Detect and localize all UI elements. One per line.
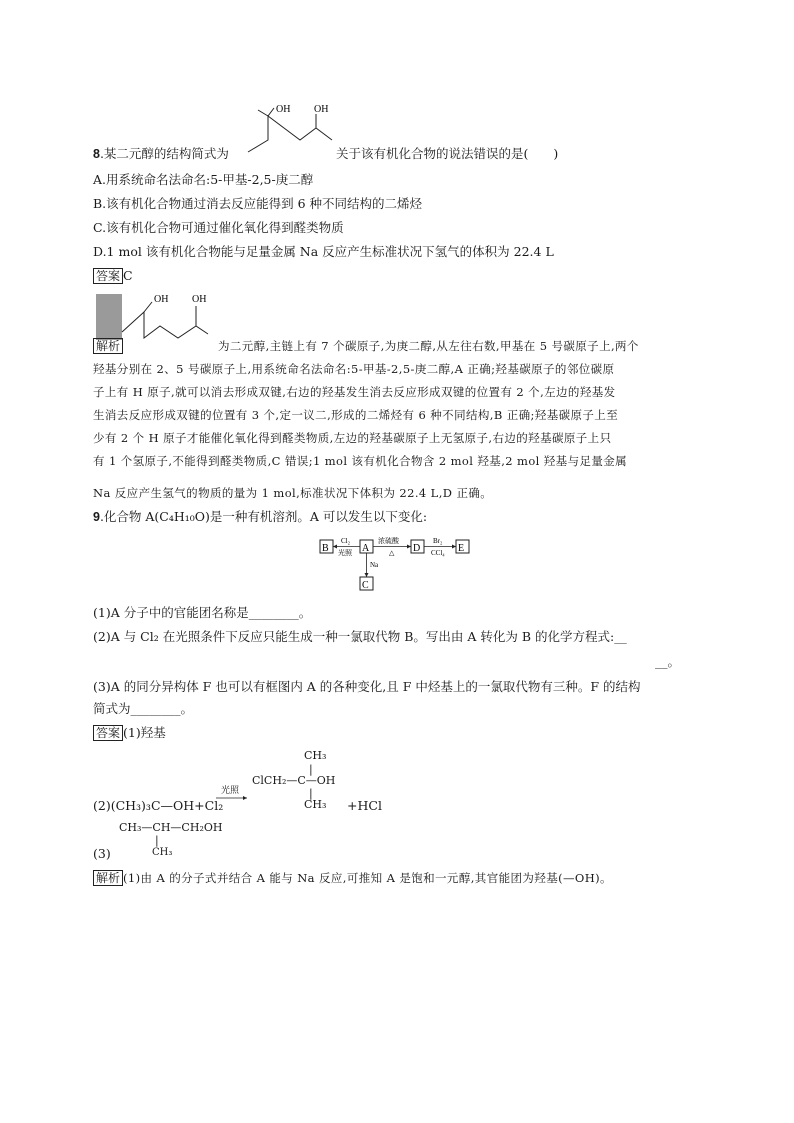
q9-ans2-ch3-bottom: CH₃ [304, 798, 327, 811]
q9-answer [93, 725, 166, 741]
q9-ans2-product: ClCH₂—C—OH [252, 774, 336, 787]
q8-option-a: A.用系统命名法命名:5-甲基-2,5-庚二醇 [93, 172, 314, 187]
q9-ans3-main: CH₃—CH—CH₂OH [119, 821, 223, 834]
q8-analysis-line-1: 羟基分别在 2、5 号碳原子上,用系统命名法命名:5-甲基-2,5-庚二醇,A 正确;羟基碳原子的邻位碳原 [93, 362, 615, 376]
q8-structure [244, 96, 344, 156]
q8-option-d: D.1 mol 该有机化合物能与足量金属 Na 反应产生标准状况下氢气的体积为 22.4 L [93, 244, 554, 259]
q8-analysis-line-2: 子上有 H 原子,就可以消去形成双键,右边的羟基发生消去反应形成双键的位置有 2 个,左边的羟基发 [93, 385, 616, 399]
q8-number: 8 [93, 147, 100, 161]
q9-ans2-ch3-top: CH₃ [304, 749, 327, 762]
q8-analysis-oh1: OH [154, 294, 169, 305]
q8-answer-label: 答案 [93, 268, 123, 284]
q9-node-c: C [362, 580, 369, 591]
q9-scheme [318, 534, 478, 594]
q8-answer [93, 268, 133, 284]
q8-analysis-line-4: 少有 2 个 H 原子才能催化氧化得到醛类物质,左边的羟基碳原子上无氢原子,右边的羟基碳原子上只 [93, 431, 612, 445]
q9-node-e: E [458, 543, 465, 554]
q8-stem-suffix: 关于该有机化合物的说法错误的是( ) [336, 146, 559, 161]
q8-stem [93, 146, 229, 162]
q8-stem-prefix: .某二元醇的结构简式为 [99, 146, 229, 161]
q9-analysis-text: (1)由 A 的分子式并结合 A 能与 Na 反应,可推知 A 是饱和一元醇,其官能团为羟基(—OH)。 [123, 871, 612, 885]
q8-analysis-line-6: Na 反应产生氢气的物质的量为 1 mol,标准状况下体积为 22.4 L,D 正确。 [93, 486, 493, 500]
q9-stem [93, 509, 427, 525]
q9-ans3-branch: CH₃ [152, 847, 173, 858]
q9-ans2-cond: 光照 [221, 786, 240, 796]
q8-analysis-line-3: 生消去反应形成双键的位置有 3 个,定一议二,形成的二烯烃有 6 种不同结构,B 正确;羟基碳原子上至 [93, 408, 619, 422]
q9-cond-ac: Na [370, 561, 379, 569]
q9-ans3-label: (3) [93, 846, 111, 861]
q9-node-b: B [322, 543, 329, 554]
q9-sub1: (1)A 分子中的官能团名称是________。 [93, 605, 312, 620]
q8-analysis-label: 解析 [93, 338, 123, 354]
q9-analysis-label: 解析 [93, 870, 123, 886]
q9-stem-text: .化合物 A(C₄H₁₀O)是一种有机溶剂。A 可以发生以下变化: [99, 509, 428, 524]
q8-analysis-oh2: OH [192, 294, 207, 305]
q8-analysis-line-0: 为二元醇,主链上有 7 个碳原子,为庚二醇,从左往右数,甲基在 5 号碳原子上,两个 [218, 339, 639, 353]
q9-cond-ba-top: Cl₂ [341, 537, 351, 545]
q9-cond-de-top: Br₂ [433, 537, 443, 545]
q9-sub2-tail: __。 [655, 654, 681, 669]
q8-analysis-label-wrap [93, 338, 123, 354]
q9-number: 9 [93, 510, 100, 524]
q9-cond-de-bottom: CCl₄ [431, 549, 445, 557]
q9-cond-ba-bottom: 光照 [338, 549, 352, 557]
q9-cond-ad-top: 浓硫酸 [378, 537, 399, 545]
q9-sub2: (2)A 与 Cl₂ 在光照条件下反应只能生成一种一氯取代物 B。写出由 A 转化为 B 的化学方程式:__ [93, 629, 627, 644]
q8-option-b: B.该有机化合物通过消去反应能得到 6 种不同结构的二烯烃 [93, 196, 423, 211]
q9-ans2-lhs: (2)(CH₃)₃C—OH+Cl₂ [93, 798, 224, 813]
q9-cond-ad-bottom: △ [389, 549, 395, 557]
q9-ans3-vbond: | [155, 834, 159, 847]
q9-node-a: A [362, 543, 370, 554]
q8-struct-oh2: OH [314, 104, 329, 115]
q8-answer-value: C [123, 268, 133, 283]
q8-option-c: C.该有机化合物可通过催化氧化得到醛类物质 [93, 220, 344, 235]
q9-ans2-tail: +HCl [347, 798, 382, 813]
q8-struct-oh1: OH [276, 104, 291, 115]
q9-ans2-vbond-top: | [309, 763, 313, 776]
q9-node-d: D [413, 543, 421, 554]
q9-analysis [93, 870, 612, 886]
q9-sub3-line1: (3)A 的同分异构体 F 也可以有框图内 A 的各种变化,且 F 中烃基上的一氯取代物有三种。F 的结构 [93, 679, 641, 694]
q9-ans1: (1)羟基 [123, 725, 166, 740]
q9-ans2-vbond-bottom: | [309, 787, 313, 800]
q9-sub3-line2: 简式为________。 [93, 701, 194, 716]
q9-answer-label: 答案 [93, 725, 123, 741]
q8-analysis-line-5: 有 1 个氢原子,不能得到醛类物质,C 错误;1 mol 该有机化合物含 2 mol 羟基,2 mol 羟基与足量金属 [93, 454, 628, 468]
q9-ans2-arrow [216, 794, 250, 802]
